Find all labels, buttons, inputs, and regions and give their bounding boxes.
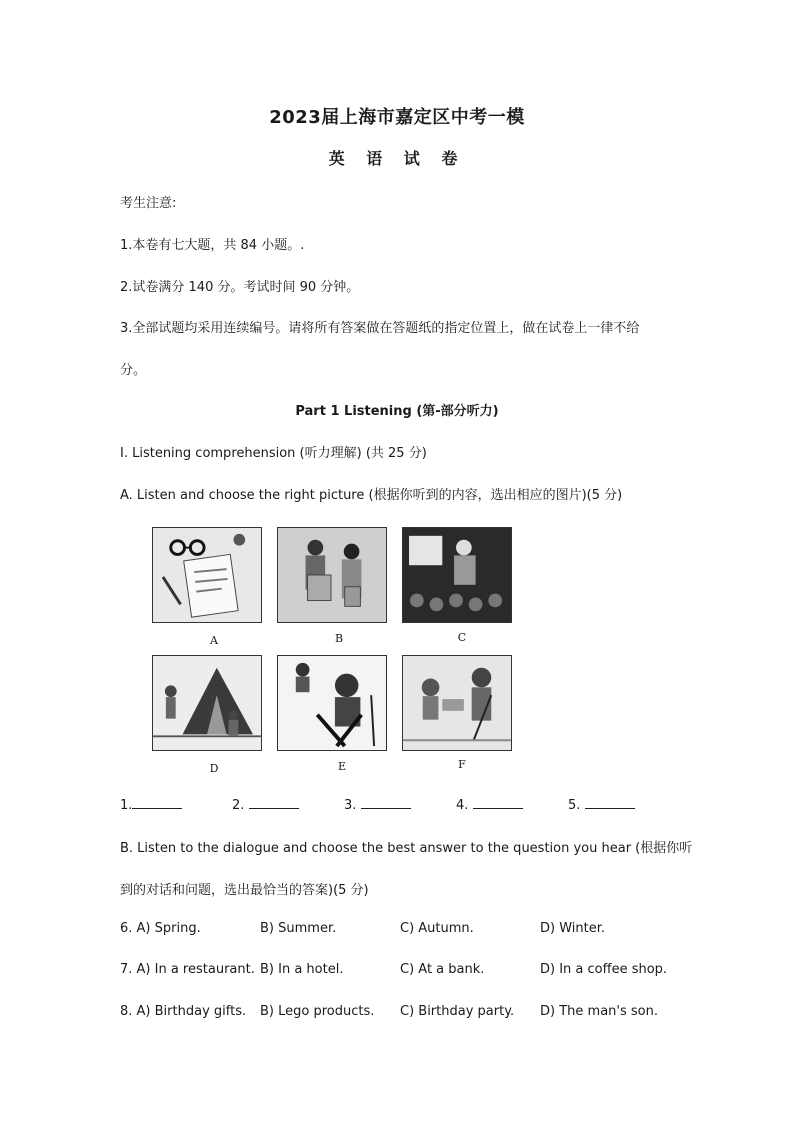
notice-item-2: 2.试卷满分 140 分。考试时间 90 分钟。 — [120, 280, 360, 295]
kids-sweeping-picture — [402, 655, 512, 751]
blank-number: 1. — [120, 798, 133, 813]
notice-item-1: 1.本卷有七大题，共 84 小题。. — [120, 238, 305, 253]
people-moving-boxes-picture — [277, 527, 387, 623]
q6-option-b[interactable]: B) Summer. — [260, 921, 337, 936]
exam-title: 2023届上海市嘉定区中考一模 — [269, 107, 525, 128]
blank-number: 3. — [344, 798, 357, 813]
section-b-heading-line2: 到的对话和问题，选出最恰当的答案)(5 分) — [120, 883, 369, 898]
q6-option-c[interactable]: C) Autumn. — [400, 921, 474, 936]
speaker-audience-picture — [402, 527, 512, 623]
picture-label-b: B — [334, 632, 344, 645]
notice-item-3: 3.全部试题均采用连续编号。请将所有答案做在答题纸的指定位置上，做在试卷上一律不给 — [120, 321, 640, 336]
answer-blank-3[interactable] — [344, 796, 411, 813]
notice-item-4: 分。 — [120, 363, 147, 378]
picture-label-a: A — [210, 634, 218, 647]
skiing-picture — [277, 655, 387, 751]
q6-option-a[interactable]: 6. A) Spring. — [120, 921, 201, 936]
picture-label-d: D — [209, 762, 219, 775]
q7-option-d[interactable]: D) In a coffee shop. — [540, 962, 668, 977]
q8-option-b[interactable]: B) Lego products. — [260, 1004, 375, 1019]
q7-option-c[interactable]: C) At a bank. — [400, 962, 485, 977]
blank-number: 5. — [568, 798, 581, 813]
answer-blank-4[interactable] — [456, 796, 523, 813]
glasses-notebook-picture — [152, 527, 262, 623]
q7-option-b[interactable]: B) In a hotel. — [260, 962, 344, 977]
part1-title: Part 1 Listening (第-部分听力) — [295, 404, 499, 419]
q8-option-d[interactable]: D) The man's son. — [540, 1004, 658, 1019]
answer-blank-1[interactable] — [120, 796, 182, 813]
answer-blank-2[interactable] — [232, 796, 299, 813]
section-b-heading-line1: B. Listen to the dialogue and choose the best answer to the question you hear (根据你听 — [120, 841, 693, 856]
camping-tent-picture — [152, 655, 262, 751]
picture-label-c: C — [457, 631, 467, 644]
q7-option-a[interactable]: 7. A) In a restaurant. — [120, 962, 255, 977]
answer-blank-5[interactable] — [568, 796, 635, 813]
q8-option-c[interactable]: C) Birthday party. — [400, 1004, 515, 1019]
q6-option-d[interactable]: D) Winter. — [540, 921, 606, 936]
section-1-heading: I. Listening comprehension (听力理解) (共 25 分) — [120, 446, 427, 461]
picture-label-e: E — [337, 760, 347, 773]
blank-number: 4. — [456, 798, 469, 813]
section-a-heading: A. Listen and choose the right picture (根据你听到的内容，选出相应的图片)(5 分) — [120, 488, 623, 503]
exam-subtitle: 英 语 试 卷 — [328, 149, 466, 168]
notice-heading: 考生注意: — [120, 196, 177, 211]
picture-label-f: F — [458, 758, 466, 771]
q8-option-a[interactable]: 8. A) Birthday gifts. — [120, 1004, 247, 1019]
blank-number: 2. — [232, 798, 245, 813]
